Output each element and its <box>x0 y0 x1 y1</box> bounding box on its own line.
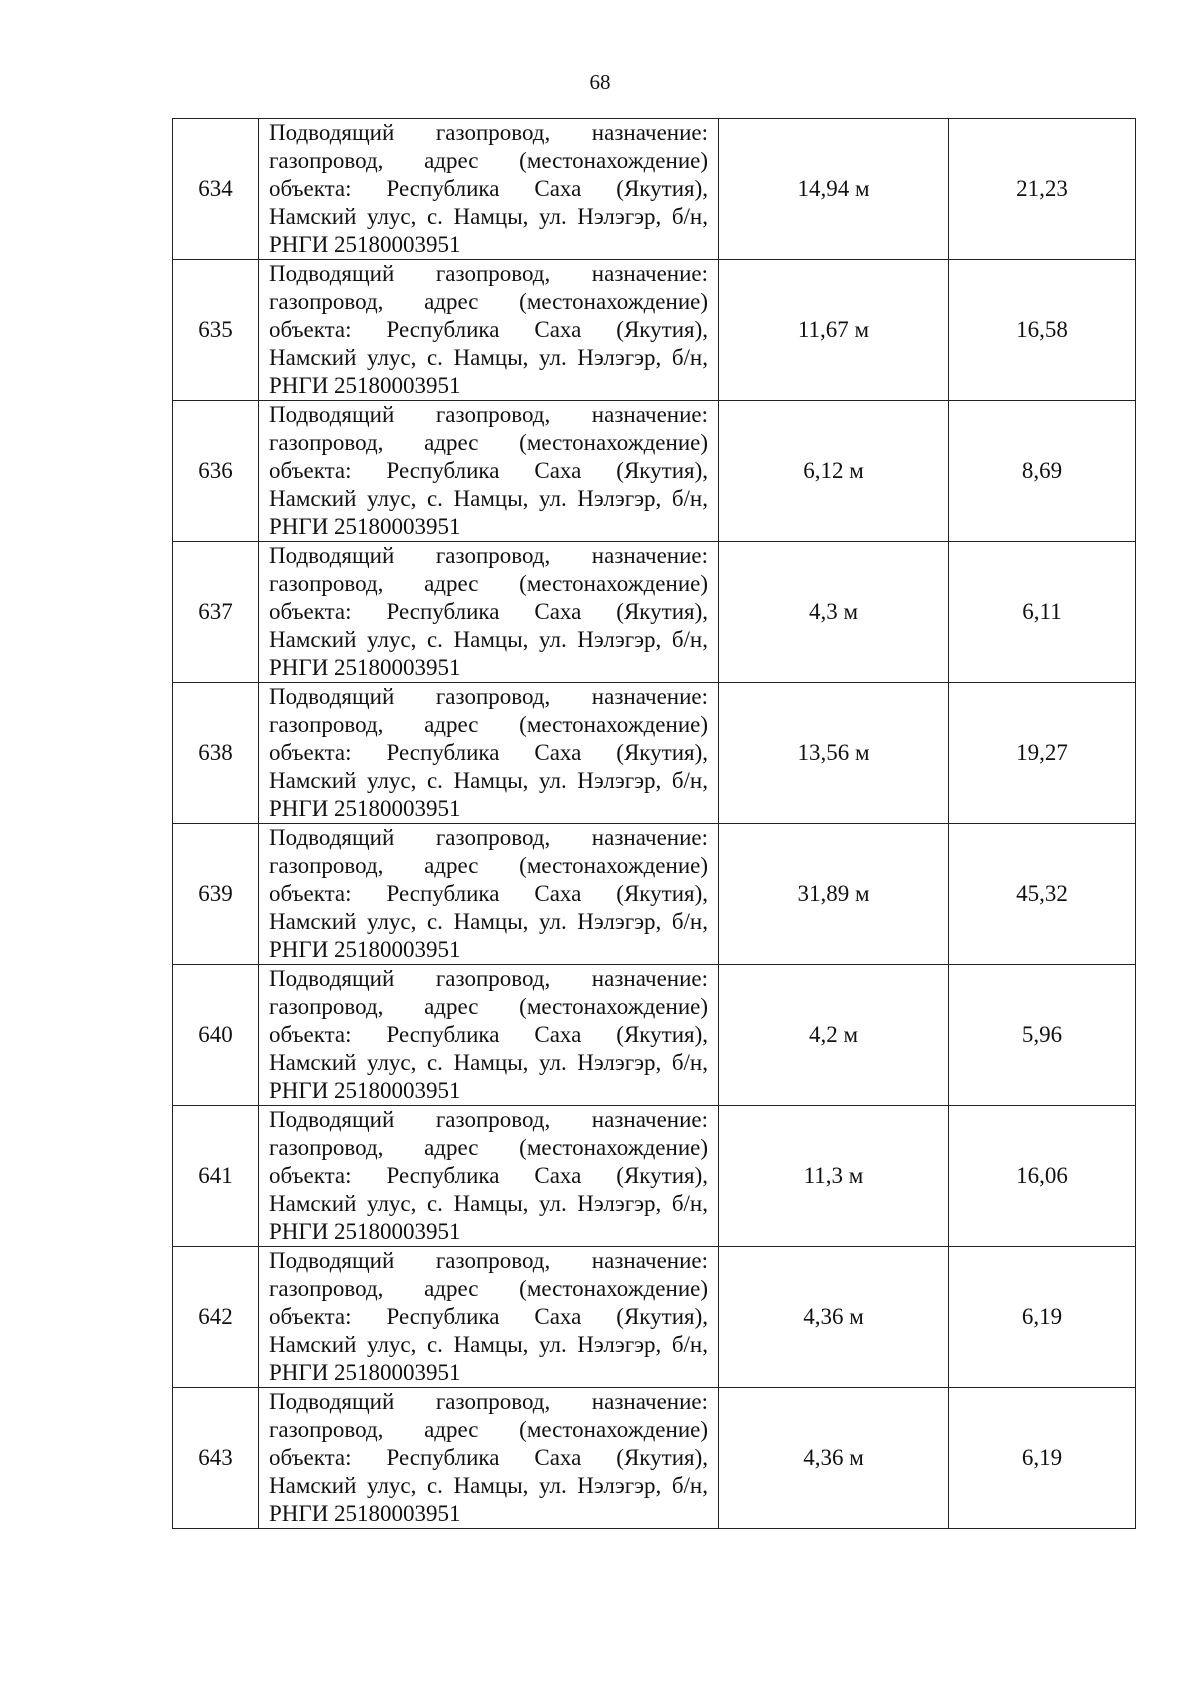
description-line: объекта: Республика Саха (Якутия), <box>269 1445 708 1470</box>
value-cell: 16,06 <box>949 1106 1136 1247</box>
row-number-cell: 640 <box>173 965 259 1106</box>
table-row <box>173 1388 1136 1529</box>
row-number-cell: 639 <box>173 824 259 965</box>
description-line: Подводящий газопровод, назначение: <box>269 1389 708 1414</box>
description-line: газопровод, адрес (местонахождение) <box>269 853 708 878</box>
table-row <box>173 824 1136 965</box>
description-line: газопровод, адрес (местонахождение) <box>269 1417 708 1442</box>
description-line: Намский улус, с. Намцы, ул. Нэлэгэр, б/н, <box>269 627 708 652</box>
object-description <box>269 965 708 1105</box>
description-line: РНГИ 25180003951 <box>269 373 461 398</box>
description-line: объекта: Республика Саха (Якутия), <box>269 176 708 201</box>
description-line: РНГИ 25180003951 <box>269 796 461 821</box>
registry-table-body <box>173 119 1136 1529</box>
value-cell: 16,58 <box>949 260 1136 401</box>
object-description-cell <box>259 1247 719 1388</box>
registry-table <box>172 118 1136 1529</box>
object-description <box>269 401 708 541</box>
description-line: РНГИ 25180003951 <box>269 1078 461 1103</box>
description-line: объекта: Республика Саха (Якутия), <box>269 1304 708 1329</box>
row-number-cell: 634 <box>173 119 259 260</box>
description-line: объекта: Республика Саха (Якутия), <box>269 599 708 624</box>
description-line: газопровод, адрес (местонахождение) <box>269 571 708 596</box>
description-line: газопровод, адрес (местонахождение) <box>269 1135 708 1160</box>
value-cell: 6,19 <box>949 1388 1136 1529</box>
row-number-cell: 643 <box>173 1388 259 1529</box>
table-row <box>173 119 1136 260</box>
description-line: газопровод, адрес (местонахождение) <box>269 289 708 314</box>
length-cell: 11,67 м <box>719 260 949 401</box>
value-cell: 5,96 <box>949 965 1136 1106</box>
description-line: Намский улус, с. Намцы, ул. Нэлэгэр, б/н, <box>269 486 708 511</box>
row-number-cell: 635 <box>173 260 259 401</box>
object-description <box>269 1106 708 1246</box>
object-description <box>269 1247 708 1387</box>
description-line: Подводящий газопровод, назначение: <box>269 1107 708 1132</box>
value-cell: 8,69 <box>949 401 1136 542</box>
length-cell: 6,12 м <box>719 401 949 542</box>
length-cell: 14,94 м <box>719 119 949 260</box>
object-description-cell <box>259 119 719 260</box>
description-line: Намский улус, с. Намцы, ул. Нэлэгэр, б/н, <box>269 768 708 793</box>
length-cell: 11,3 м <box>719 1106 949 1247</box>
row-number-cell: 637 <box>173 542 259 683</box>
value-cell: 21,23 <box>949 119 1136 260</box>
description-line: объекта: Республика Саха (Якутия), <box>269 740 708 765</box>
length-cell: 13,56 м <box>719 683 949 824</box>
object-description-cell <box>259 260 719 401</box>
table-row <box>173 1106 1136 1247</box>
description-line: Намский улус, с. Намцы, ул. Нэлэгэр, б/н, <box>269 345 708 370</box>
length-cell: 31,89 м <box>719 824 949 965</box>
object-description-cell <box>259 1388 719 1529</box>
description-line: газопровод, адрес (местонахождение) <box>269 1276 708 1301</box>
description-line: газопровод, адрес (местонахождение) <box>269 430 708 455</box>
description-line: РНГИ 25180003951 <box>269 1501 461 1526</box>
length-cell: 4,36 м <box>719 1247 949 1388</box>
description-line: РНГИ 25180003951 <box>269 232 461 257</box>
object-description-cell <box>259 542 719 683</box>
value-cell: 6,19 <box>949 1247 1136 1388</box>
object-description-cell <box>259 401 719 542</box>
description-line: РНГИ 25180003951 <box>269 514 461 539</box>
table-row <box>173 1247 1136 1388</box>
description-line: Подводящий газопровод, назначение: <box>269 120 708 145</box>
length-cell: 4,2 м <box>719 965 949 1106</box>
object-description <box>269 260 708 400</box>
description-line: Подводящий газопровод, назначение: <box>269 543 708 568</box>
description-line: объекта: Республика Саха (Якутия), <box>269 317 708 342</box>
description-line: Подводящий газопровод, назначение: <box>269 825 708 850</box>
row-number-cell: 642 <box>173 1247 259 1388</box>
object-description <box>269 1388 708 1528</box>
description-line: Намский улус, с. Намцы, ул. Нэлэгэр, б/н, <box>269 1332 708 1357</box>
length-cell: 4,36 м <box>719 1388 949 1529</box>
table-row <box>173 965 1136 1106</box>
description-line: объекта: Республика Саха (Якутия), <box>269 1163 708 1188</box>
object-description-cell <box>259 1106 719 1247</box>
row-number-cell: 636 <box>173 401 259 542</box>
description-line: РНГИ 25180003951 <box>269 655 461 680</box>
description-line: объекта: Республика Саха (Якутия), <box>269 1022 708 1047</box>
description-line: Подводящий газопровод, назначение: <box>269 1248 708 1273</box>
description-line: Намский улус, с. Намцы, ул. Нэлэгэр, б/н, <box>269 1191 708 1216</box>
table-row <box>173 260 1136 401</box>
table-row <box>173 542 1136 683</box>
description-line: Намский улус, с. Намцы, ул. Нэлэгэр, б/н, <box>269 1473 708 1498</box>
description-line: Подводящий газопровод, назначение: <box>269 402 708 427</box>
description-line: Подводящий газопровод, назначение: <box>269 261 708 286</box>
description-line: Намский улус, с. Намцы, ул. Нэлэгэр, б/н, <box>269 1050 708 1075</box>
description-line: газопровод, адрес (местонахождение) <box>269 712 708 737</box>
description-line: объекта: Республика Саха (Якутия), <box>269 458 708 483</box>
object-description <box>269 542 708 682</box>
description-line: Намский улус, с. Намцы, ул. Нэлэгэр, б/н, <box>269 204 708 229</box>
object-description-cell <box>259 683 719 824</box>
description-line: объекта: Республика Саха (Якутия), <box>269 881 708 906</box>
description-line: газопровод, адрес (местонахождение) <box>269 994 708 1019</box>
table-row <box>173 683 1136 824</box>
description-line: РНГИ 25180003951 <box>269 937 461 962</box>
value-cell: 45,32 <box>949 824 1136 965</box>
object-description <box>269 824 708 964</box>
row-number-cell: 638 <box>173 683 259 824</box>
object-description-cell <box>259 824 719 965</box>
description-line: Намский улус, с. Намцы, ул. Нэлэгэр, б/н, <box>269 909 708 934</box>
description-line: Подводящий газопровод, назначение: <box>269 966 708 991</box>
page-number: 68 <box>589 70 611 94</box>
table-row <box>173 401 1136 542</box>
object-description <box>269 119 708 259</box>
description-line: газопровод, адрес (местонахождение) <box>269 148 708 173</box>
value-cell: 6,11 <box>949 542 1136 683</box>
row-number-cell: 641 <box>173 1106 259 1247</box>
length-cell: 4,3 м <box>719 542 949 683</box>
value-cell: 19,27 <box>949 683 1136 824</box>
description-line: РНГИ 25180003951 <box>269 1360 461 1385</box>
object-description-cell <box>259 965 719 1106</box>
object-description <box>269 683 708 823</box>
description-line: РНГИ 25180003951 <box>269 1219 461 1244</box>
description-line: Подводящий газопровод, назначение: <box>269 684 708 709</box>
